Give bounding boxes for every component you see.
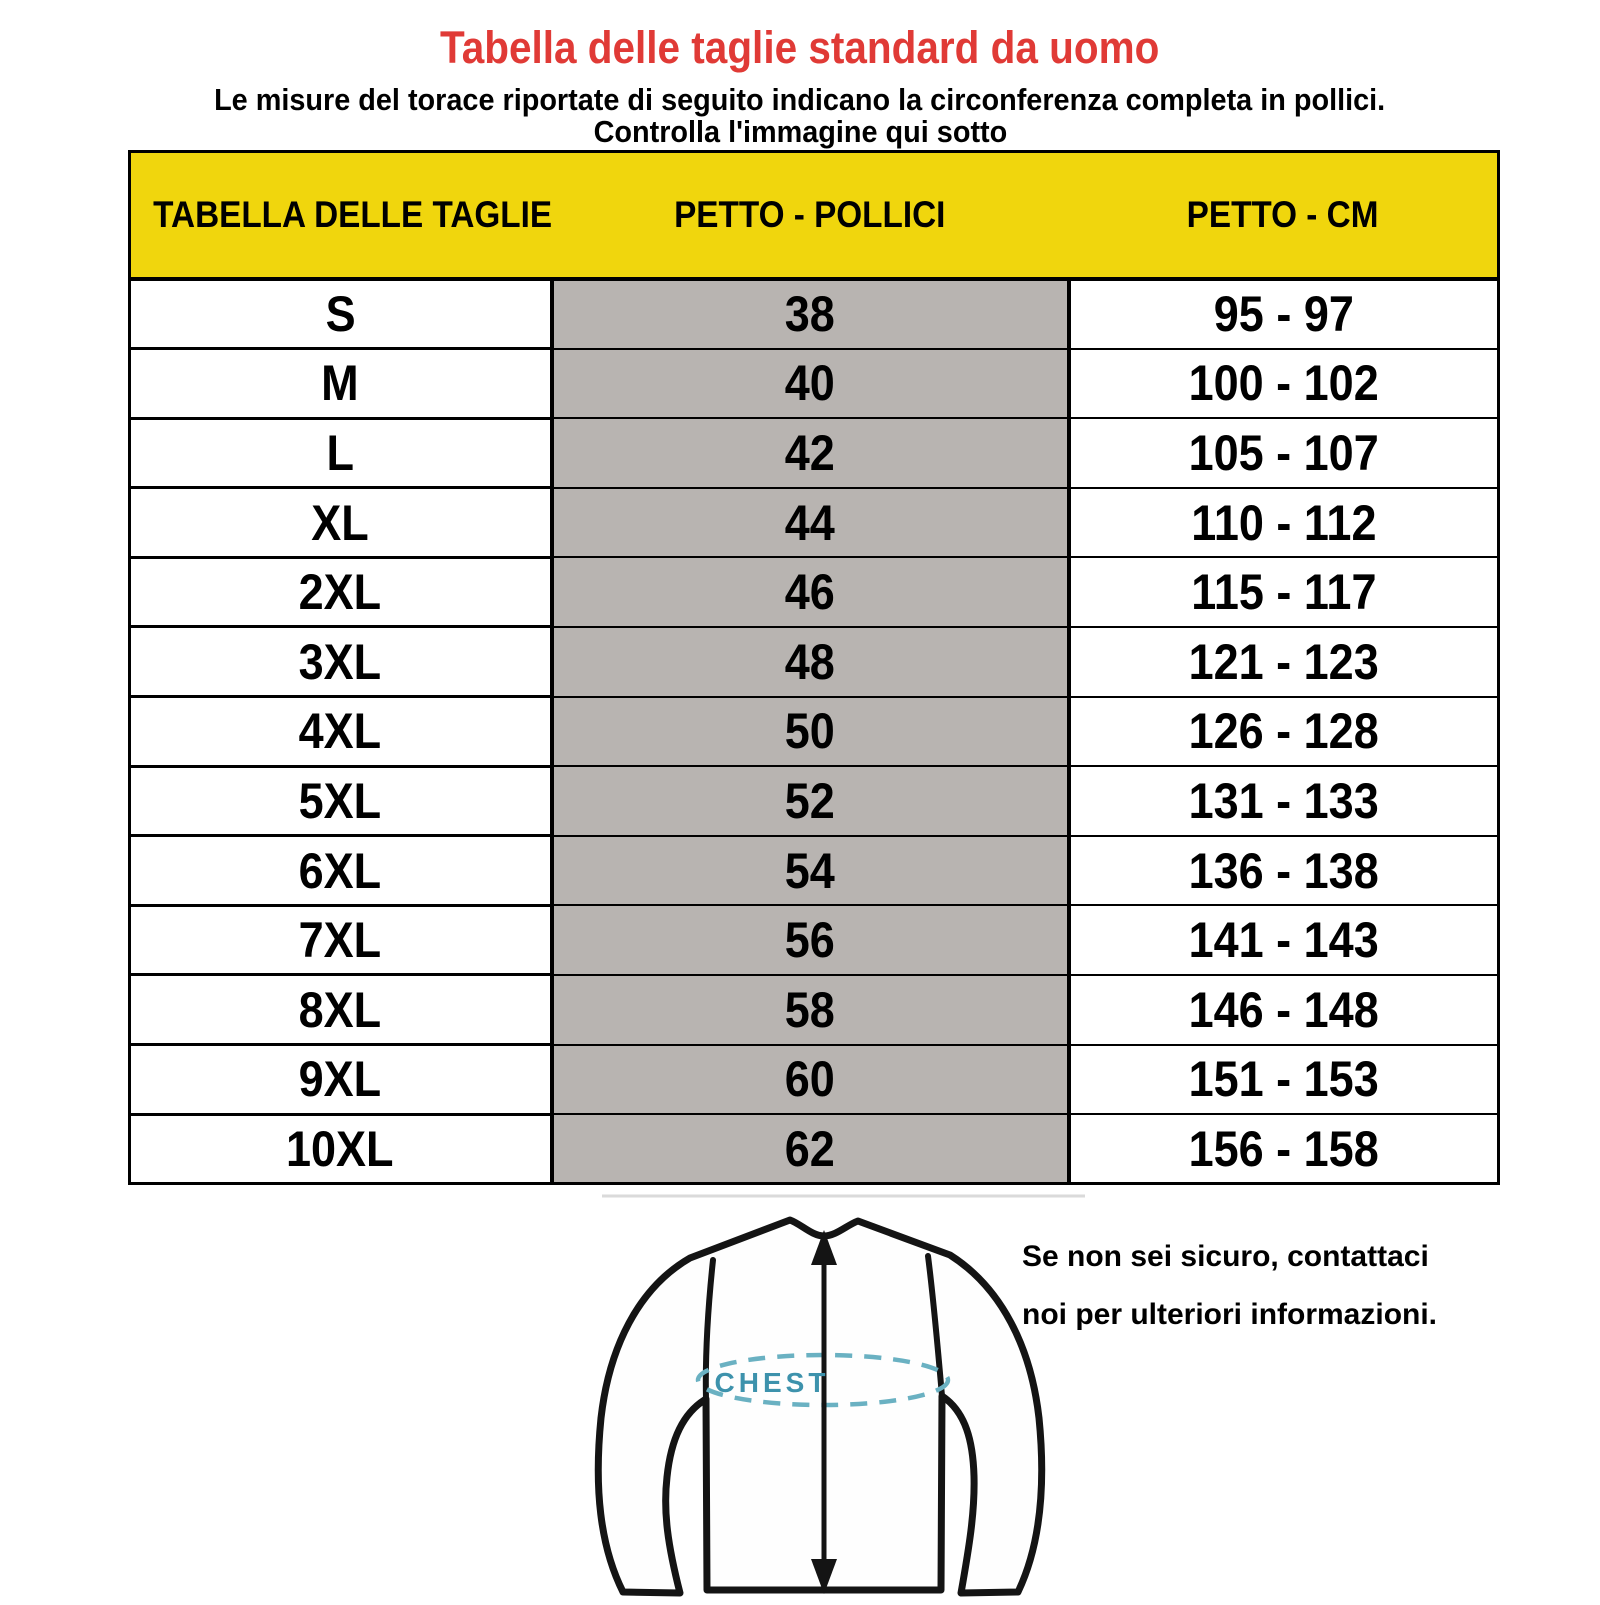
subtitle-line2 bbox=[0, 114, 1600, 150]
size-cell bbox=[130, 557, 552, 627]
cell-value: 95 - 97 bbox=[1213, 286, 1354, 343]
cell-value: 2XL bbox=[298, 564, 382, 621]
table-row bbox=[130, 697, 1499, 767]
cell-value: 110 - 112 bbox=[1191, 494, 1377, 551]
chest-cm-cell bbox=[1069, 697, 1499, 767]
cell-value: 48 bbox=[784, 633, 836, 690]
table-row bbox=[130, 279, 1499, 349]
chest-cm-cell bbox=[1069, 1045, 1499, 1115]
size-cell bbox=[130, 279, 552, 349]
header-chest-inches-column bbox=[552, 152, 1069, 280]
jacket-body-path bbox=[598, 1220, 1042, 1593]
size-cell bbox=[130, 418, 552, 488]
chest-cm-cell bbox=[1069, 905, 1499, 975]
size-cell bbox=[130, 836, 552, 906]
cell-value: 126 - 128 bbox=[1188, 703, 1379, 760]
cell-value: 60 bbox=[784, 1051, 836, 1108]
table-row bbox=[130, 557, 1499, 627]
cell-value: 151 - 153 bbox=[1188, 1051, 1379, 1108]
chest-inches-cell bbox=[552, 488, 1069, 558]
size-cell bbox=[130, 488, 552, 558]
size-cell bbox=[130, 627, 552, 697]
table-row bbox=[130, 418, 1499, 488]
chest-label: CHEST bbox=[714, 1367, 830, 1398]
chest-inches-cell bbox=[552, 766, 1069, 836]
header-chest-cm-label: PETTO - CM bbox=[1186, 194, 1379, 235]
contact-note-line2: noi per ulteriori informazioni. bbox=[1022, 1298, 1438, 1331]
cell-value: 10XL bbox=[286, 1120, 395, 1177]
chest-cm-cell bbox=[1069, 418, 1499, 488]
cell-value: XL bbox=[311, 494, 370, 551]
chest-inches-cell bbox=[552, 1045, 1069, 1115]
page-title-text: Tabella delle taglie standard da uomo bbox=[440, 22, 1160, 73]
cell-value: 52 bbox=[784, 772, 836, 829]
cell-value: M bbox=[321, 355, 359, 412]
measurement-diagram bbox=[540, 1180, 1100, 1600]
table-row bbox=[130, 766, 1499, 836]
cell-value: 9XL bbox=[298, 1051, 382, 1108]
chest-cm-cell bbox=[1069, 766, 1499, 836]
size-cell bbox=[130, 1114, 552, 1184]
size-cell bbox=[130, 766, 552, 836]
cell-value: S bbox=[325, 286, 356, 343]
subtitle-line2-text: Controlla l'immagine qui sotto bbox=[593, 114, 1007, 149]
jacket-outline bbox=[598, 1220, 1042, 1593]
table-row bbox=[130, 905, 1499, 975]
chest-inches-cell bbox=[552, 418, 1069, 488]
chest-inches-cell bbox=[552, 557, 1069, 627]
chest-cm-cell bbox=[1069, 975, 1499, 1045]
cell-value: 7XL bbox=[298, 912, 382, 969]
cell-value: 136 - 138 bbox=[1188, 842, 1379, 899]
size-cell bbox=[130, 975, 552, 1045]
header-chest-inches-label: PETTO - POLLICI bbox=[674, 194, 946, 235]
cell-value: 40 bbox=[784, 355, 836, 412]
chest-cm-cell bbox=[1069, 488, 1499, 558]
chest-inches-cell bbox=[552, 279, 1069, 349]
chest-cm-cell bbox=[1069, 349, 1499, 419]
cell-value: 56 bbox=[784, 912, 836, 969]
cell-value: 38 bbox=[784, 286, 836, 343]
cell-value: 146 - 148 bbox=[1188, 981, 1379, 1038]
size-cell bbox=[130, 1045, 552, 1115]
table-row bbox=[130, 836, 1499, 906]
table-row bbox=[130, 975, 1499, 1045]
chest-cm-cell bbox=[1069, 627, 1499, 697]
cell-value: 5XL bbox=[298, 772, 382, 829]
cell-value: 105 - 107 bbox=[1188, 424, 1379, 481]
cell-value: 4XL bbox=[298, 703, 382, 760]
cell-value: 121 - 123 bbox=[1188, 633, 1379, 690]
jacket-diagram bbox=[540, 1180, 1100, 1600]
subtitle-line1 bbox=[0, 82, 1600, 118]
chest-inches-cell bbox=[552, 836, 1069, 906]
chest-cm-cell bbox=[1069, 557, 1499, 627]
contact-note-line1: Se non sei sicuro, contattaci bbox=[1022, 1240, 1429, 1273]
subtitle-line1-text: Le misure del torace riportate di seguito indicano la circonferenza completa in pollici. bbox=[214, 82, 1386, 117]
table-row bbox=[130, 488, 1499, 558]
cell-value: 131 - 133 bbox=[1188, 772, 1379, 829]
cell-value: 3XL bbox=[298, 633, 382, 690]
cell-value: 6XL bbox=[298, 842, 382, 899]
chest-inches-cell bbox=[552, 975, 1069, 1045]
table-row bbox=[130, 349, 1499, 419]
chest-inches-cell bbox=[552, 905, 1069, 975]
contact-note bbox=[1022, 1240, 1438, 1356]
cell-value: 46 bbox=[784, 564, 836, 621]
cell-value: 156 - 158 bbox=[1188, 1120, 1379, 1177]
cell-value: 58 bbox=[784, 981, 836, 1038]
cell-value: 141 - 143 bbox=[1188, 912, 1379, 969]
cell-value: L bbox=[326, 424, 354, 481]
chest-inches-cell bbox=[552, 697, 1069, 767]
cell-value: 8XL bbox=[298, 981, 382, 1038]
chest-cm-cell bbox=[1069, 279, 1499, 349]
cell-value: 44 bbox=[784, 494, 836, 551]
table-row bbox=[130, 1045, 1499, 1115]
chest-cm-cell bbox=[1069, 836, 1499, 906]
cell-value: 54 bbox=[784, 842, 836, 899]
header-size-column bbox=[130, 152, 552, 280]
size-cell bbox=[130, 697, 552, 767]
cell-value: 100 - 102 bbox=[1188, 355, 1379, 412]
chest-inches-cell bbox=[552, 349, 1069, 419]
table-row bbox=[130, 1114, 1499, 1184]
chest-inches-cell bbox=[552, 1114, 1069, 1184]
size-cell bbox=[130, 905, 552, 975]
page-title bbox=[0, 22, 1600, 74]
chest-cm-cell bbox=[1069, 1114, 1499, 1184]
table-row bbox=[130, 627, 1499, 697]
cell-value: 50 bbox=[784, 703, 836, 760]
size-table bbox=[128, 150, 1500, 1185]
header-size-label: TABELLA DELLE TAGLIE bbox=[153, 194, 553, 235]
cell-value: 42 bbox=[784, 424, 836, 481]
header-chest-cm-column bbox=[1069, 152, 1499, 280]
table-header-row bbox=[130, 152, 1499, 280]
cell-value: 62 bbox=[784, 1120, 836, 1177]
chest-inches-cell bbox=[552, 627, 1069, 697]
size-cell bbox=[130, 349, 552, 419]
cell-value: 115 - 117 bbox=[1191, 564, 1377, 621]
